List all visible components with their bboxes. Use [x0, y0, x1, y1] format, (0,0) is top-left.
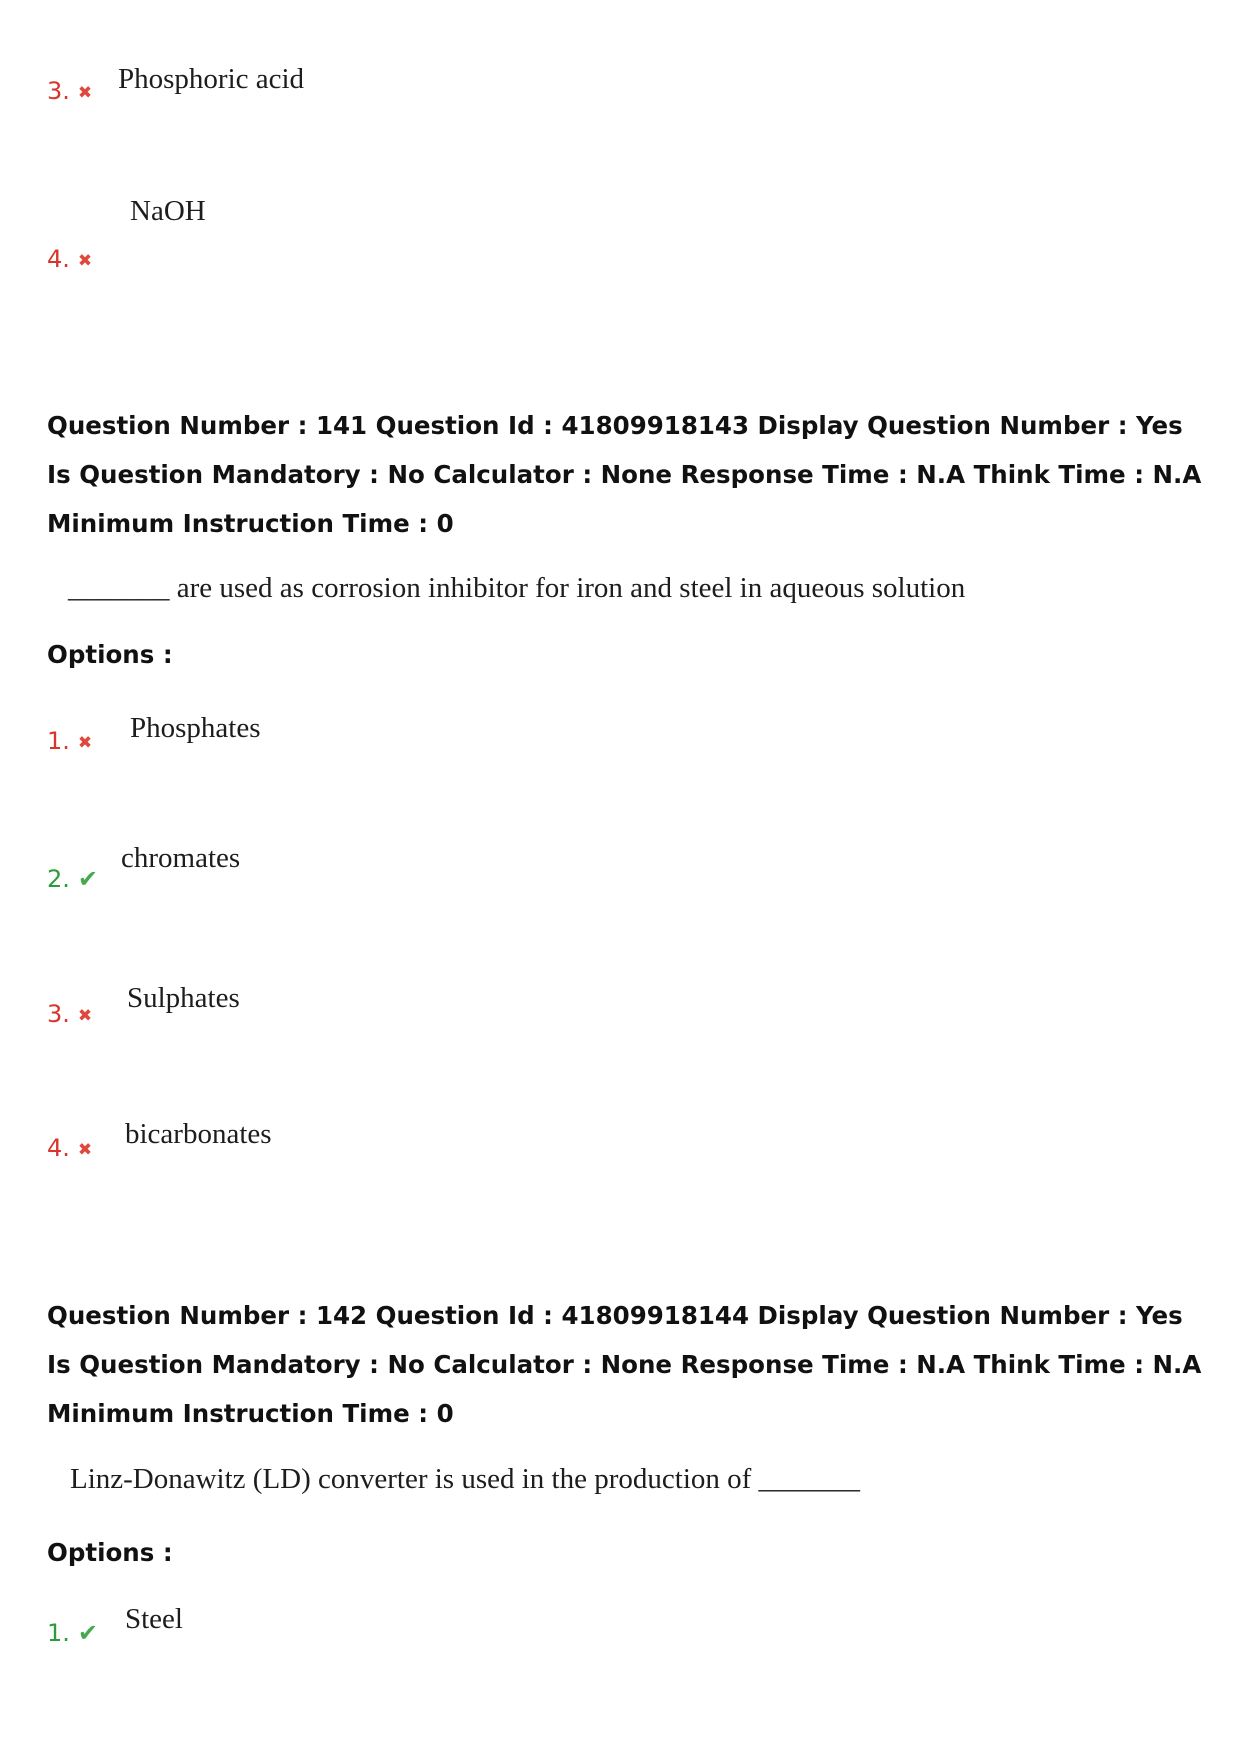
option-number: 1. ✔	[47, 1619, 99, 1647]
answer-blank: _______	[68, 572, 170, 604]
option-text: Sulphates	[127, 982, 240, 1014]
option-text: bicarbonates	[125, 1118, 272, 1150]
option-number: 4. ✖	[47, 245, 93, 273]
option-number: 4. ✖	[47, 1134, 93, 1162]
question-header: Question Number : 142 Question Id : 41809918144 Display Question Number : Yes Is Question Mandatory : No Calculator : None Response Time : N.A Think Time : N.A Minimum Instruction Time : 0	[47, 1301, 1202, 1428]
answer-blank: _______	[758, 1463, 861, 1495]
cross-icon: ✖	[77, 733, 93, 753]
question-header: Question Number : 141 Question Id : 41809918143 Display Question Number : Yes Is Question Mandatory : No Calculator : None Response Time : N.A Think Time : N.A Minimum Instruction Time : 0	[47, 411, 1202, 538]
check-icon: ✔	[77, 1619, 99, 1647]
option-text: Phosphoric acid	[118, 63, 305, 95]
cross-icon: ✖	[77, 1006, 93, 1026]
question-stem: Linz-Donawitz (LD) converter is used in the production of _______	[70, 1463, 861, 1495]
option-text: NaOH	[130, 195, 206, 227]
option-number: 2. ✔	[47, 865, 99, 893]
options-label: Options :	[47, 1538, 173, 1567]
option-text: Phosphates	[130, 712, 261, 744]
question-stem: _______ are used as corrosion inhibitor for iron and steel in aqueous solution	[68, 572, 966, 604]
option-text: chromates	[121, 842, 241, 874]
options-label: Options :	[47, 640, 173, 669]
cross-icon: ✖	[77, 83, 93, 103]
option-text: Steel	[125, 1603, 183, 1635]
option-number: 1. ✖	[47, 727, 93, 755]
option-number: 3. ✖	[47, 1000, 93, 1028]
check-icon: ✔	[77, 865, 99, 893]
option-number: 3. ✖	[47, 77, 93, 105]
cross-icon: ✖	[77, 251, 93, 271]
cross-icon: ✖	[77, 1140, 93, 1160]
